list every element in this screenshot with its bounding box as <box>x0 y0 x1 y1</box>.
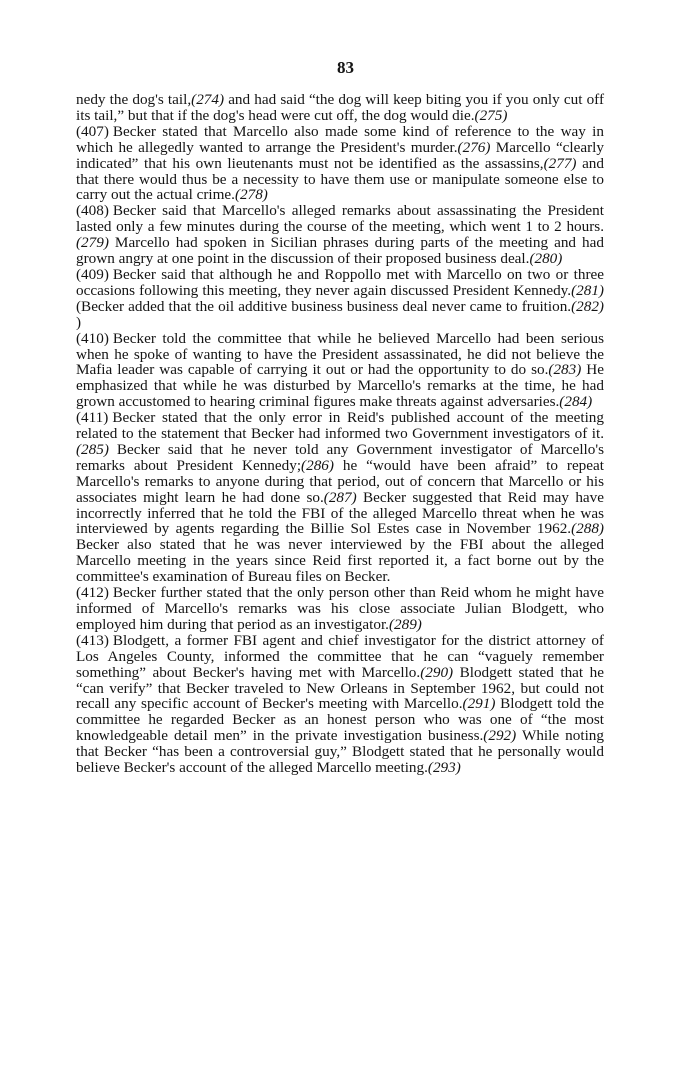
paragraph <box>76 633 604 776</box>
footnote-reference: (274) <box>191 91 225 108</box>
paragraph <box>76 585 604 633</box>
paragraph-text: Blodgett stated that he “can verify” that Becker traveled to New Orleans in September 1962, but could not recall any specific account of Becker's meeting with Marcello. <box>76 663 604 713</box>
paragraph-text: Becker said that although he and Roppollo met with Marcello on two or three occasions following this meeting, they never again discussed President Kennedy. <box>76 265 604 299</box>
paragraph-number: (410) <box>76 329 109 347</box>
footnote-reference: (275) <box>474 106 508 124</box>
footnote-reference: (288) <box>571 520 604 538</box>
footnote-reference: (280) <box>529 250 563 268</box>
paragraph <box>76 331 604 411</box>
paragraph-number: (408) <box>76 202 109 220</box>
footnote-reference: (282) <box>571 297 604 315</box>
footnote-reference: (283) <box>548 361 582 379</box>
paragraph-number: (407) <box>76 122 109 140</box>
footnote-reference: (285) <box>76 440 109 458</box>
paragraph-text: Marcello had spoken in Sicilian phrases during parts of the meeting and had grown angry at one point in the discussion of their proposed business deal. <box>76 234 604 268</box>
paragraph-text: Becker stated that the only error in Reid's published account of the meeting related to the statement that Becker had informed two Government investigators of it. <box>76 409 604 443</box>
paragraph-number: (409) <box>76 265 109 283</box>
footnote-reference: (286) <box>301 456 334 474</box>
paragraph-text: he “would have been afraid” to repeat Marcello's remarks to anyone during that period, out of concern that Marcello or his associates might learn he had done so. <box>76 456 604 506</box>
paragraph <box>76 124 604 204</box>
paragraph <box>76 267 604 331</box>
paragraph-text: nedy the dog's tail, <box>76 91 192 108</box>
paragraph-text: Becker said that he never told any Government investigator of Marcello's remarks about President Kennedy; <box>76 440 604 474</box>
paragraph-text: and had said “the dog will keep biting you if you only cut off its tail,” but that if the dog's head were cut off, the dog would die. <box>76 91 605 124</box>
paragraph-text: Becker also stated that he was never interviewed by the FBI about the alleged Marcello meeting in the years since Reid first reported it, a fact borne out by the committee's examination of Bureau files on Becker. <box>76 536 604 586</box>
paragraph-text: Becker suggested that Reid may have incorrectly inferred that he told the FBI of the alleged Marcello threat when he was interviewed by agents regarding the Billie Sol Estes case in November 1962. <box>76 488 604 538</box>
paragraph-text: Becker said that Marcello's alleged remarks about assassinating the President lasted only a few minutes during the course of the meeting, which went 1 to 2 hours. <box>76 202 604 236</box>
footnote-reference: (278) <box>234 186 268 204</box>
paragraph-text: (Becker added that the oil additive business business deal never came to fruition. <box>76 297 572 315</box>
footnote-reference: (290) <box>420 663 454 681</box>
footnote-reference: (289) <box>388 615 422 633</box>
footnote-reference: (277) <box>543 154 577 172</box>
paragraph-text: Becker told the committee that while he believed Marcello had been serious when he spoke of wanting to have the President assassinated, he did not believe the Mafia leader was capable of carrying it out or had the opportunity to do so. <box>76 329 604 379</box>
paragraph-text: Blodgett, a former FBI agent and chief investigator for the district attorney of Los Angeles County, informed the committee that he can “vaguely remember something” about Becker's having met with Marcello. <box>76 631 604 681</box>
footnote-reference: (276) <box>457 138 491 156</box>
body-text <box>76 92 604 776</box>
paragraph <box>76 410 604 585</box>
paragraph <box>76 92 604 124</box>
footnote-reference: (292) <box>483 727 517 745</box>
footnote-reference: (281) <box>571 281 604 299</box>
paragraph-text: Marcello “clearly indicated” that his own lieutenants must not be identified as the assassins, <box>76 138 604 172</box>
paragraph-number: (413) <box>76 631 109 649</box>
paragraph-text: and that there would thus be a necessity to have them use or manipulate someone else to carry out the actual crime. <box>76 154 604 204</box>
paragraph-text: While noting that Becker “has been a controversial guy,” Blodgett stated that he personally would believe Becker's account of the alleged Marcello meeting. <box>76 727 604 777</box>
footnote-reference: (291) <box>462 695 496 713</box>
paragraph-text: ) <box>76 313 82 331</box>
paragraph-text: He emphasized that while he was disturbed by Marcello's remarks at the time, he had grown accustomed to hearing criminal figures make threats against adversaries. <box>76 361 604 411</box>
footnote-reference: (279) <box>76 234 109 252</box>
paragraph-text: Becker stated that Marcello also made some kind of reference to the way in which he allegedly wanted to arrange the President's murder. <box>76 122 604 156</box>
paragraph-number: (412) <box>76 584 109 602</box>
footnote-reference: (287) <box>323 488 357 506</box>
paragraph-text: Becker further stated that the only person other than Reid whom he might have informed of Marcello's remarks was his close associate Julian Blodgett, who employed him during that period as an investigator. <box>76 584 604 633</box>
paragraph <box>76 203 604 267</box>
paragraph-number: (411) <box>76 409 109 427</box>
footnote-reference: (284) <box>559 393 593 411</box>
page-number: 83 <box>337 58 354 77</box>
footnote-reference: (293) <box>427 759 461 777</box>
paragraph-text: Blodgett told the committee he regarded Becker as an honest person who was one of “the most knowledgeable detail men” in the private investigation business. <box>76 695 605 745</box>
